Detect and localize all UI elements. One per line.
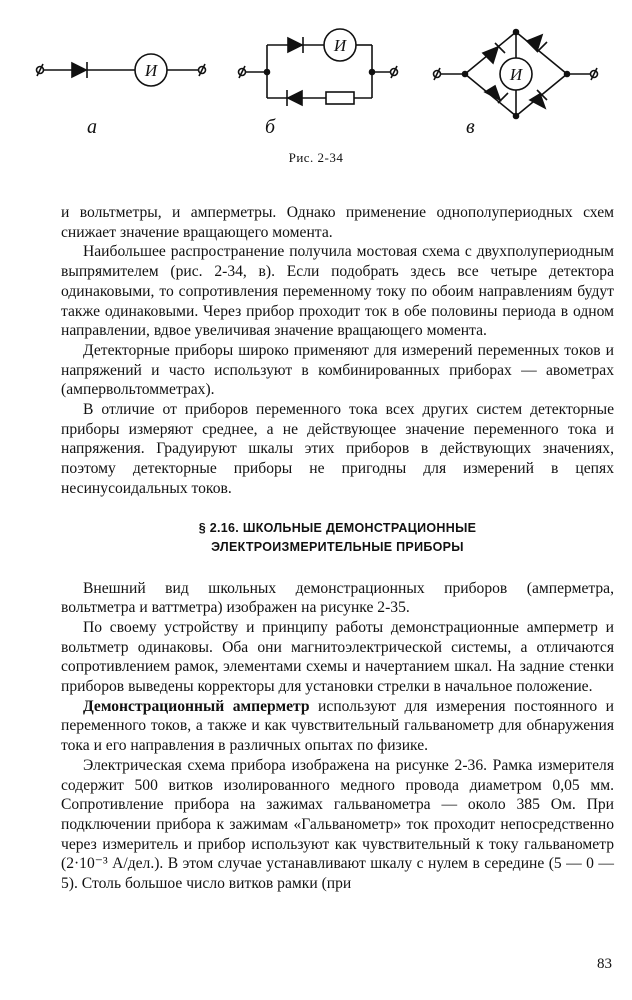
body-text [61,203,614,894]
paragraph: и вольтметры, и амперметры. Однако применение однополупериодных схем снижает значение вращающего момента. [61,204,614,241]
paragraph-rest: используют для измерения постоянного и переменного токов, а также и как чувствительный гальванометр для обнаружения тока и его направления в различных опытах по физике. [61,697,615,755]
circuit-a [37,54,206,86]
paragraph: По своему устройству и принципу работы демонстрационные амперметр и вольтметр одинаковы. Оба они магнитоэлектрической системы, а отличаются сопротивлением рамок, элементами схемы и начертанием шкал. На задние стенки приборов выведены корректоры для установки стрелки в начальное положение. [61,618,614,696]
paragraph: Внешний вид школьных демонстрационных приборов (амперметра, вольтметра и ваттметра) изображен на рисунке 2-35. [61,579,614,617]
label-b: б [265,116,276,138]
label-c: в [466,116,475,138]
section-heading-line1: § 2.16. ШКОЛЬНЫЕ ДЕМОНСТРАЦИОННЫЕ [198,520,477,535]
paragraph [61,697,614,756]
section-heading-line2: ЭЛЕКТРОИЗМЕРИТЕЛЬНЫЕ ПРИБОРЫ [211,539,464,554]
figure-caption: Рис. 2-34 [288,150,344,165]
paragraph: Детекторные приборы широко применяют для измерений переменных токов и напряжений и часто используют в комбинированных приборах — авометрах (ампервольтомметрах). [61,341,614,399]
meter-symbol-a: И [144,61,158,80]
meter-symbol-b: И [333,36,347,55]
section-heading [61,519,614,557]
paragraph: В отличие от приборов переменного тока всех других систем детекторные приборы измеряют среднее, а не действующее значение переменного тока и напряжения. Градуируют шкалы этих приборов в действующих значениях, поэтому детекторные приборы не пригодны для измерений в цепях несинусоидальных токов. [61,401,614,497]
paragraph: Наибольшее распространение получила мостовая схема с двухполупериодным выпрямителем (рис. 2-34, в). Если подобрать здесь все четыре детектора одинаковыми, то сопротивления переменному току по обоим направлениям будут также одинаковыми. Через прибор проходит ток в обе половины периода в одном направлении, вдвое увеличивая значение вращающего момента. [61,243,614,340]
meter-symbol-c: И [509,65,523,84]
page-number: 83 [597,956,612,972]
paragraph: Электрическая схема прибора изображена на рисунке 2-36. Рамка измерителя содержит 500 витков изолированного медного провода диаметром 0,05 мм. Сопротивление прибора на зажимах гальванометра — около 385 Ом. При подключении прибора к зажимам «Гальванометр» ток проходит непосредственно через измеритель и прибор используют как чувствительный к току гальванометр (2·10⁻³ А/дел.). В этом случае устанавливают шкалу с нулем в середине (5 — 0 — 5). Столь большое число витков рамки (при [61,756,614,893]
bold-term: Демонстрационный амперметр [83,697,310,715]
label-a: а [87,116,97,138]
circuit-b [239,29,398,106]
figure-2-34 [0,0,632,175]
